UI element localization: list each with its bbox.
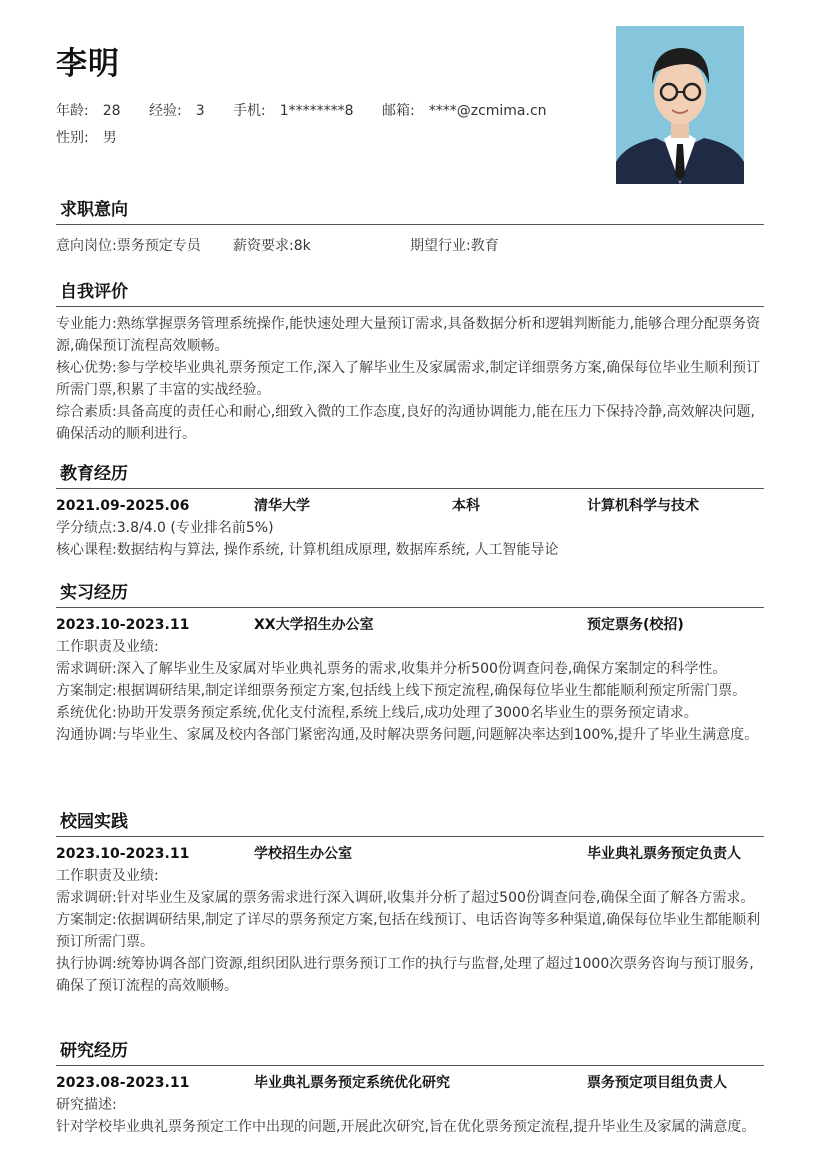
internship-line: 需求调研:深入了解毕业生及家属对毕业典礼票务的需求,收集并分析500份调查问卷,确保方案制定的科学性。 <box>56 661 727 677</box>
research-header-row <box>56 1072 764 1094</box>
internship-org: XX大学招生办公室 <box>254 617 374 633</box>
email-item <box>382 101 547 121</box>
campus-practice-section <box>56 809 764 997</box>
email-value: ****@zcmima.cn <box>428 103 547 119</box>
age-label: 年龄: <box>56 103 89 119</box>
gender-row <box>56 128 117 148</box>
gender-value: 男 <box>102 130 117 146</box>
experience-label: 经验: <box>149 103 182 119</box>
education-header-row <box>56 495 764 517</box>
self-eval-line: 核心优势:参与学校毕业典礼票务预定工作,深入了解毕业生及家属需求,制定详细票务方案,确保每位毕业生顺利预订所需门票,积累了丰富的实战经验。 <box>56 360 761 398</box>
self-eval-line: 专业能力:熟练掌握票务管理系统操作,能快速处理大量预订需求,具备数据分析和逻辑判断能力,能够合理分配票务资源,确保预订流程高效顺畅。 <box>56 316 761 354</box>
internship-date: 2023.10-2023.11 <box>56 617 190 633</box>
education-school: 清华大学 <box>254 498 310 514</box>
self-eval-line: 综合素质:具备高度的责任心和耐心,细致入微的工作态度,良好的沟通协调能力,能在压力下保持冷静,高效解决问题,确保活动的顺利进行。 <box>56 404 755 442</box>
campus-line: 方案制定:依据调研结果,制定了详尽的票务预定方案,包括在线预订、电话咨询等多种渠道,确保每位毕业生都能顺利预订所需门票。 <box>56 912 761 950</box>
candidate-name: 李明 <box>56 46 120 82</box>
intent-position: 意向岗位:票务预定专员 <box>56 238 201 254</box>
research-date: 2023.08-2023.11 <box>56 1075 190 1091</box>
campus-date: 2023.10-2023.11 <box>56 846 190 862</box>
intent-industry: 期望行业:教育 <box>410 238 499 254</box>
internship-section <box>56 580 764 746</box>
intent-salary: 薪资要求:8k <box>233 238 311 254</box>
education-degree: 本科 <box>452 498 480 514</box>
section-title-internship: 实习经历 <box>56 580 764 608</box>
research-line: 针对学校毕业典礼票务预定工作中出现的问题,开展此次研究,旨在优化票务预定流程,提升毕业生及家属的满意度。 <box>56 1119 756 1135</box>
job-intent-section <box>56 197 764 257</box>
phone-item <box>233 101 382 121</box>
experience-value: 3 <box>195 103 205 119</box>
section-title-self-eval: 自我评价 <box>56 279 764 307</box>
internship-line: 系统优化:协助开发票务预定系统,优化支付流程,系统上线后,成功处理了3000名毕业生的票务预定请求。 <box>56 705 698 721</box>
campus-org: 学校招生办公室 <box>254 846 352 862</box>
campus-line: 需求调研:针对毕业生及家属的票务需求进行深入调研,收集并分析了超过500份调查问卷,确保全面了解各方需求。 <box>56 890 755 906</box>
age-item <box>56 101 149 121</box>
education-courses: 核心课程:数据结构与算法, 操作系统, 计算机组成原理, 数据库系统, 人工智能导论 <box>56 542 559 558</box>
campus-header-row <box>56 843 764 865</box>
section-title-campus: 校园实践 <box>56 809 764 837</box>
education-section <box>56 461 764 561</box>
internship-duty-label: 工作职责及业绩: <box>56 639 159 655</box>
research-section <box>56 1038 764 1138</box>
research-desc-label: 研究描述: <box>56 1097 117 1113</box>
basic-info-row <box>56 101 547 121</box>
campus-duty-label: 工作职责及业绩: <box>56 868 159 884</box>
self-eval-body <box>56 313 764 445</box>
campus-line: 执行协调:统筹协调各部门资源,组织团队进行票务预订工作的执行与监督,处理了超过1000次票务咨询与预订服务,确保了预订流程的高效顺畅。 <box>56 956 754 994</box>
education-date: 2021.09-2025.06 <box>56 498 190 514</box>
internship-line: 方案制定:根据调研结果,制定详细票务预定方案,包括线上线下预定流程,确保每位毕业生都能顺利预定所需门票。 <box>56 683 747 699</box>
internship-header-row <box>56 614 764 636</box>
education-major: 计算机科学与技术 <box>587 498 699 514</box>
profile-photo <box>616 26 744 184</box>
phone-value: 1********8 <box>279 103 354 119</box>
internship-line: 沟通协调:与毕业生、家属及校内各部门紧密沟通,及时解决票务问题,问题解决率达到100%,提升了毕业生满意度。 <box>56 727 759 743</box>
campus-role: 毕业典礼票务预定负责人 <box>587 846 741 862</box>
email-label: 邮箱: <box>382 103 415 119</box>
section-title-intent: 求职意向 <box>56 197 764 225</box>
education-gpa: 学分绩点:3.8/4.0 (专业排名前5%) <box>56 520 274 536</box>
phone-label: 手机: <box>233 103 266 119</box>
gender-label: 性别: <box>56 130 89 146</box>
self-evaluation-section <box>56 279 764 445</box>
section-title-education: 教育经历 <box>56 461 764 489</box>
research-topic: 毕业典礼票务预定系统优化研究 <box>254 1075 450 1091</box>
section-title-research: 研究经历 <box>56 1038 764 1066</box>
age-value: 28 <box>102 103 121 119</box>
experience-item <box>149 101 233 121</box>
internship-role: 预定票务(校招) <box>587 617 684 633</box>
intent-row <box>56 235 764 257</box>
research-role: 票务预定项目组负责人 <box>587 1075 727 1091</box>
